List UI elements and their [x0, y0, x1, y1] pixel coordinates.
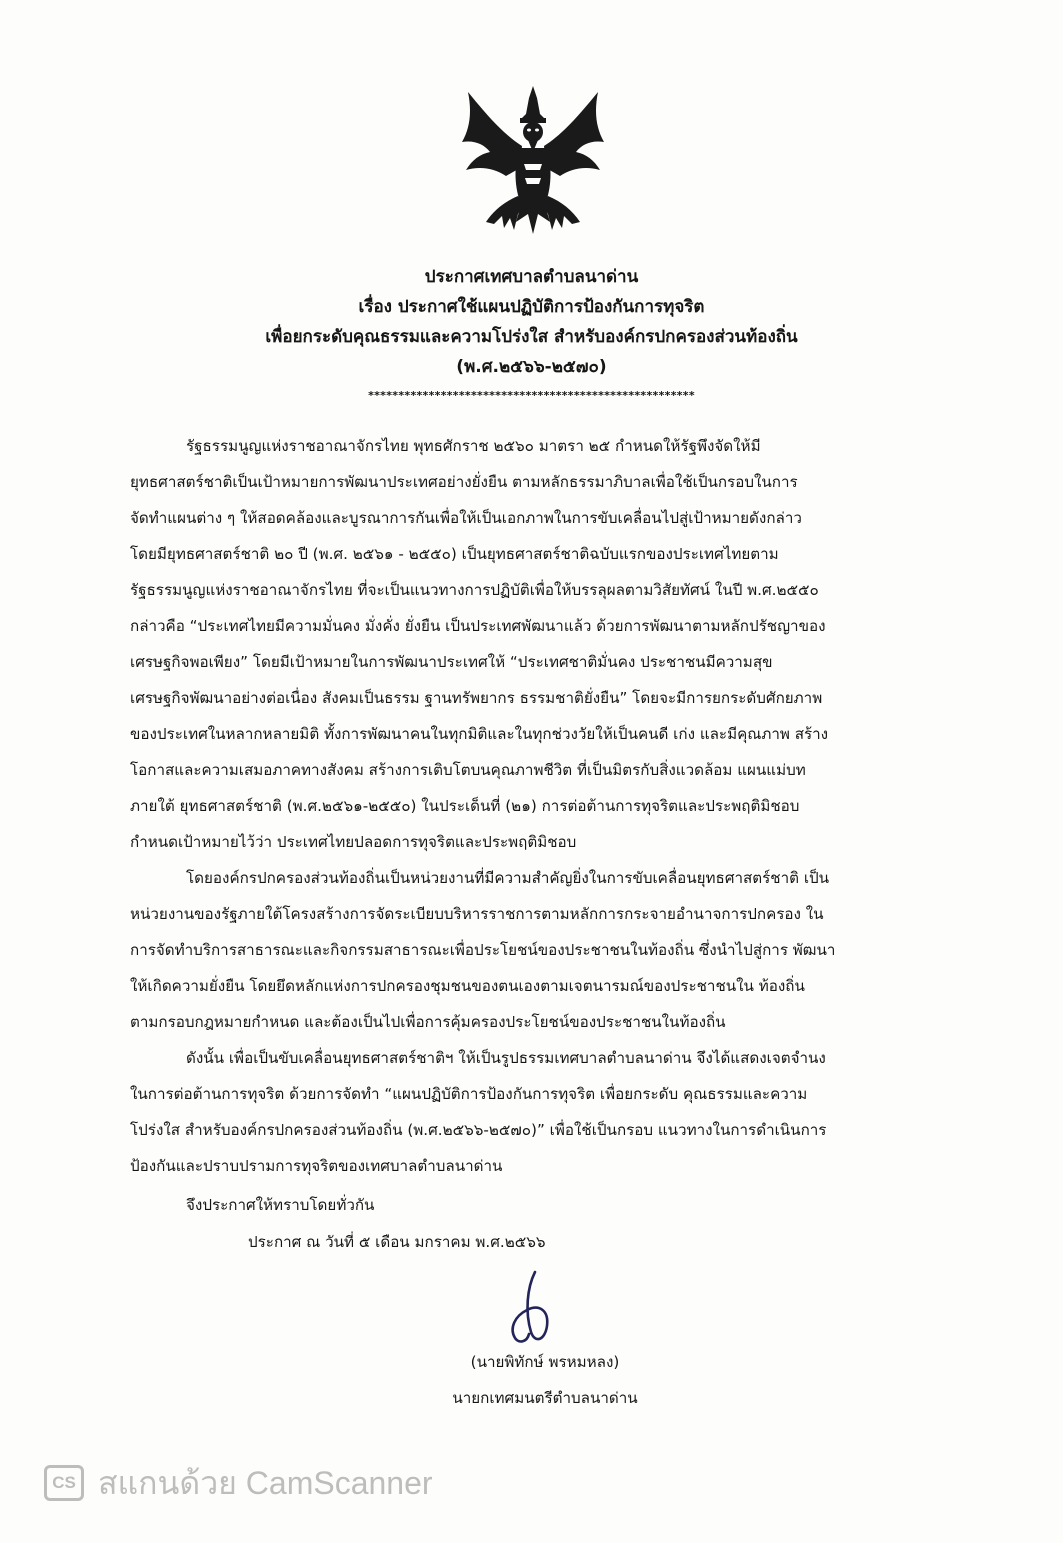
- watermark-text: สแกนด้วย CamScanner: [98, 1464, 433, 1501]
- handwritten-signature: [505, 1268, 553, 1350]
- paragraph-line: รัฐธรรมนูญแห่งราชอาณาจักรไทย ที่จะเป็นแนวทางการปฏิบัติเพื่อให้บรรลุผลตามวิสัยทัศน์ ในปี พ.ศ.๒๕๕๐: [130, 581, 819, 599]
- paragraph-line: รัฐธรรมนูญแห่งราชอาณาจักรไทย พุทธศักราช ๒๕๖๐ มาตรา ๒๕ กำหนดให้รัฐพึงจัดให้มี: [186, 437, 761, 455]
- paragraph-line: ดังนั้น เพื่อเป็นขับเคลื่อนยุทธศาสตร์ชาติฯ ให้เป็นรูปธรรมเทศบาลตำบลนาด่าน จึงได้แสดงเจตจำนง: [186, 1049, 826, 1067]
- paragraph-line: โอกาสและความเสมอภาคทางสังคม สร้างการเติบโตบนคุณภาพชีวิต ที่เป็นมิตรกับสิ่งแวดล้อม แผนแม่บท: [130, 761, 806, 779]
- paragraph-line: โดยมียุทธศาสตร์ชาติ ๒๐ ปี (พ.ศ. ๒๕๖๑ - ๒๕๕๐) เป็นยุทธศาสตร์ชาติฉบับแรกของประเทศไทยตาม: [130, 545, 779, 563]
- title-separator: ******************************************************: [368, 389, 695, 402]
- paragraph-line: ของประเทศในหลากหลายมิติ ทั้งการพัฒนาคนในทุกมิติและในทุกช่วงวัยให้เป็นคนดี เก่ง และมีคุณภาพ สร้าง: [130, 725, 829, 743]
- paragraph-line: ยุทธศาสตร์ชาติเป็นเป้าหมายการพัฒนาประเทศอย่างยั่งยืน ตามหลักธรรมาภิบาลเพื่อใช้เป็นกรอบในการ: [130, 473, 798, 491]
- paragraph-line: โปร่งใส สำหรับองค์กรปกครองส่วนท้องถิ่น (พ.ศ.๒๕๖๖-๒๕๗๐)” เพื่อใช้เป็นกรอบ แนวทางในการดำเนินการ: [130, 1121, 827, 1139]
- paragraph-line: ให้เกิดความยั่งยืน โดยยึดหลักแห่งการปกครองชุมชนของตนเองตามเจตนารมณ์ของประชาชนใน ท้องถิ่น: [130, 977, 805, 995]
- paragraph-line: ในการต่อต้านการทุจริต ด้วยการจัดทำ “แผนปฏิบัติการป้องกันการทุจริต เพื่อยกระดับ คุณธรรมและความ: [130, 1085, 808, 1103]
- paragraph-line: เศรษฐกิจพอเพียง” โดยมีเป้าหมายในการพัฒนาประเทศให้ “ประเทศชาติมั่นคง ประชาชนมีความสุข: [130, 653, 773, 671]
- announcement-date: ประกาศ ณ วันที่ ๕ เดือน มกราคม พ.ศ.๒๕๖๖: [248, 1233, 546, 1251]
- signatory-position: นายกเทศมนตรีตำบลนาด่าน: [452, 1389, 638, 1407]
- paragraph-line: ป้องกันและปราบปรามการทุจริตของเทศบาลตำบลนาด่าน: [130, 1157, 503, 1175]
- paragraph-line: ภายใต้ ยุทธศาสตร์ชาติ (พ.ศ.๒๕๖๑-๒๕๕๐) ในประเด็นที่ (๒๑) การต่อต้านการทุจริตและประพฤติมิชอบ: [130, 797, 800, 815]
- paragraph-line: กำหนดเป้าหมายไว้ว่า ประเทศไทยปลอดการทุจริตและประพฤติมิชอบ: [130, 833, 577, 851]
- title-period: (พ.ศ.๒๕๖๖-๒๕๗๐): [456, 357, 607, 377]
- title-issuer: ประกาศเทศบาลตำบลนาด่าน: [424, 267, 639, 287]
- garuda-emblem-icon: [458, 84, 608, 242]
- title-purpose: เพื่อยกระดับคุณธรรมและความโปร่งใส สำหรับองค์กรปกครองส่วนท้องถิ่น: [265, 327, 798, 347]
- paragraph-line: จัดทำแผนต่าง ๆ ให้สอดคล้องและบูรณาการกันเพื่อให้เป็นเอกภาพในการขับเคลื่อนไปสู่เป้าหมายดังกล่าว: [130, 509, 802, 527]
- paragraph-line: หน่วยงานของรัฐภายใต้โครงสร้างการจัดระเบียบบริหารราชการตามหลักการกระจายอำนาจการปกครอง ใน: [130, 905, 824, 923]
- paragraph-line: ตามกรอบกฎหมายกำหนด และต้องเป็นไปเพื่อการคุ้มครองประโยชน์ของประชาชนในท้องถิ่น: [130, 1013, 726, 1031]
- paragraph-line: กล่าวคือ “ประเทศไทยมีความมั่นคง มั่งคั่ง ยั่งยืน เป็นประเทศพัฒนาแล้ว ด้วยการพัฒนาตามหลักปรัชญาของ: [130, 617, 826, 635]
- paragraph-line: การจัดทำบริการสาธารณะและกิจกรรมสาธารณะเพื่อประโยชน์ของประชาชนในท้องถิ่น ซึ่งนำไปสู่การ พัฒนา: [130, 941, 836, 959]
- announcement-title: [180, 262, 883, 382]
- signatory-name: (นายพิทักษ์ พรหมหลง): [470, 1353, 620, 1371]
- title-subject: เรื่อง ประกาศใช้แผนปฏิบัติการป้องกันการทุจริต: [358, 297, 705, 317]
- camscanner-logo-icon: CS: [44, 1465, 84, 1501]
- closing-statement: จึงประกาศให้ทราบโดยทั่วกัน: [186, 1196, 375, 1214]
- paragraph-line: เศรษฐกิจพัฒนาอย่างต่อเนื่อง สังคมเป็นธรรม ฐานทรัพยากร ธรรมชาติยั่งยืน” โดยจะมีการยกระดับศักยภาพ: [130, 689, 823, 707]
- camscanner-watermark: [44, 1462, 433, 1504]
- paragraph-line: โดยองค์กรปกครองส่วนท้องถิ่นเป็นหน่วยงานที่มีความสำคัญยิ่งในการขับเคลื่อนยุทธศาสตร์ชาติ เป็น: [186, 869, 830, 887]
